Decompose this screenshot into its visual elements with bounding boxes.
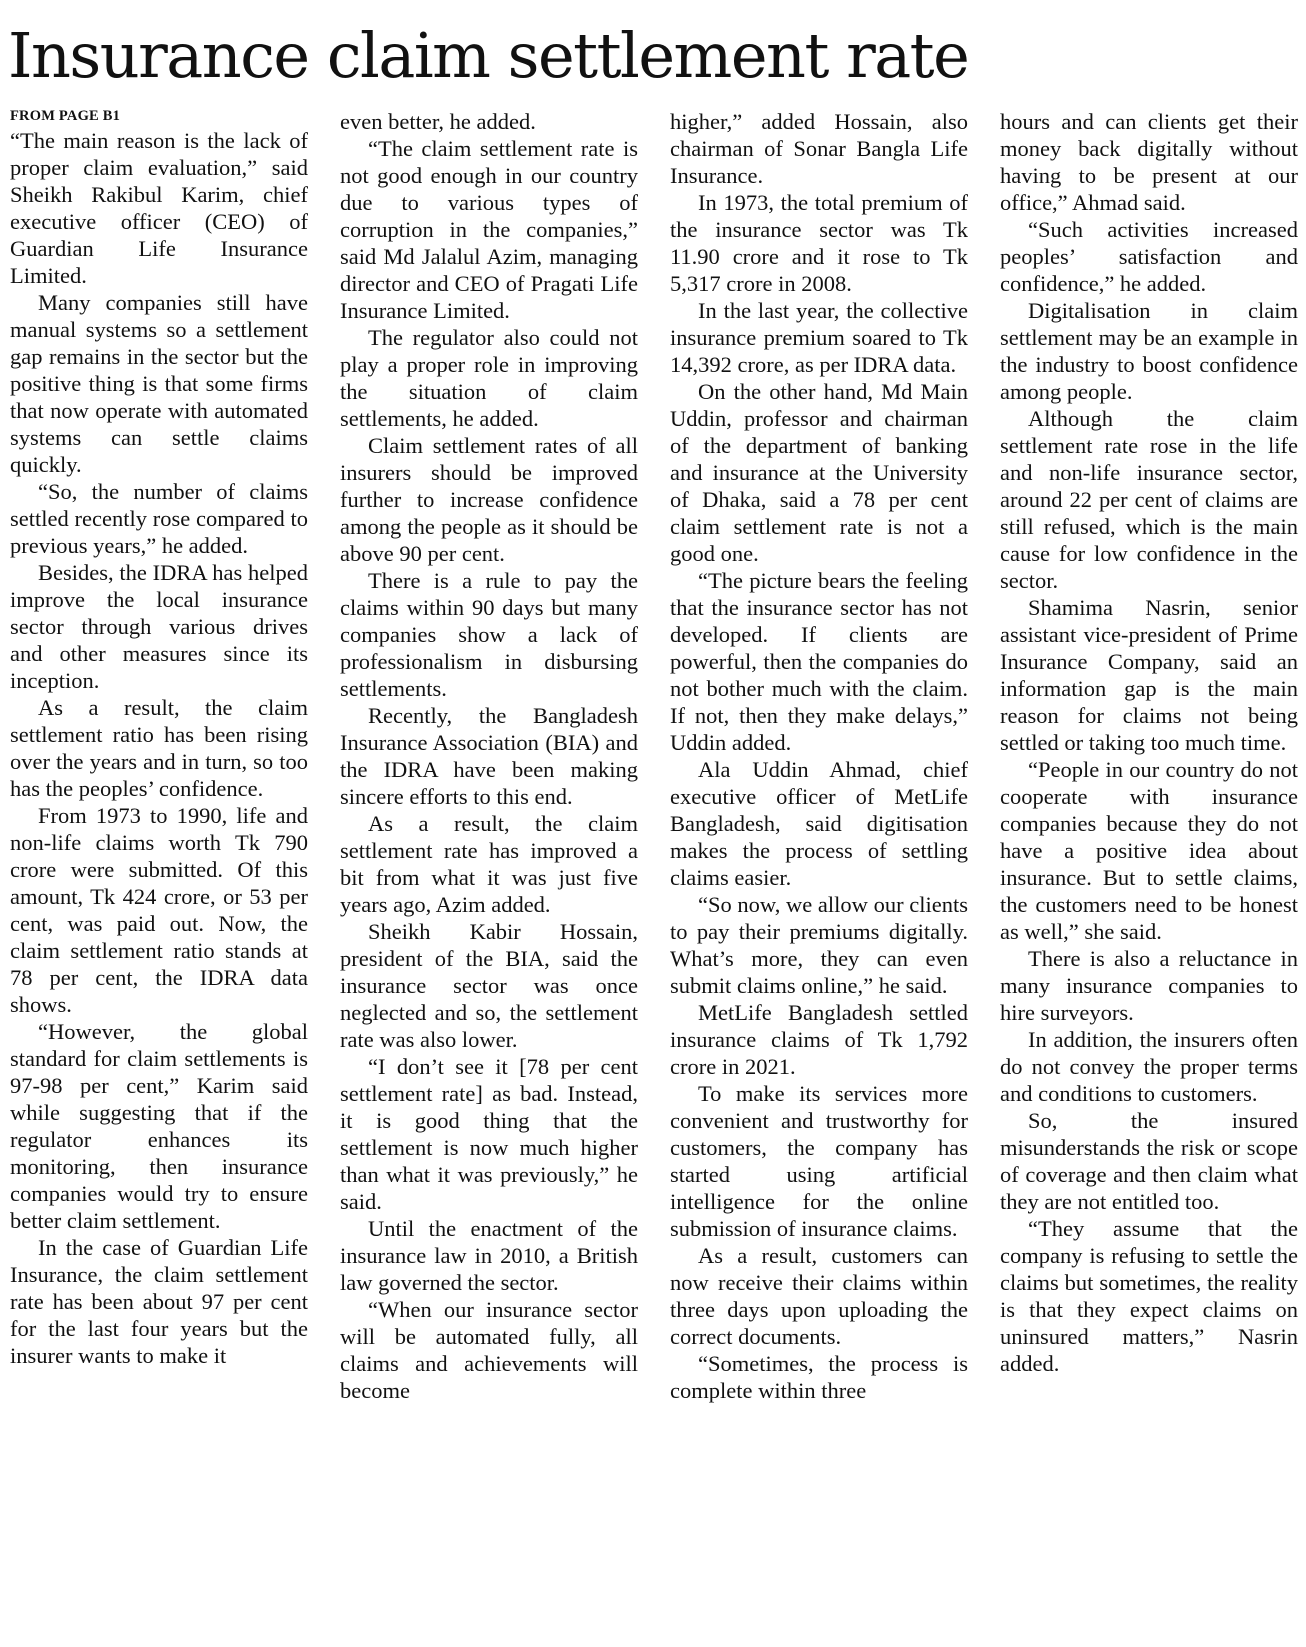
dateline: FROM PAGE B1	[10, 108, 121, 124]
paragraph: On the other hand, Md Main Uddin, professor and chairman of the department of banking and insurance at the University of Dhaka, said a 78 per cent claim settlement rate is not a good one.	[670, 379, 968, 566]
paragraph: As a result, the claim settlement rate has improved a bit from what it was just five years ago, Azim added.	[340, 811, 638, 917]
paragraph: even better, he added.	[340, 109, 536, 134]
paragraph: Until the enactment of the insurance law in 2010, a British law governed the sector.	[340, 1216, 638, 1295]
headline: Insurance claim settlement rate	[8, 19, 969, 92]
paragraph: hours and can clients get their money back digitally without having to be present at our office,” Ahmad said.	[1000, 109, 1298, 215]
paragraph: The regulator also could not play a proper role in improving the situation of claim settlements, he added.	[340, 325, 638, 431]
paragraph: As a result, customers can now receive their claims within three days upon uploading the correct documents.	[670, 1243, 968, 1349]
article-column-4	[1000, 108, 1298, 1643]
paragraph: “People in our country do not cooperate with insurance companies because they do not have a positive idea about insurance. But to settle claims, the customers need to be honest as well,” she said.	[1000, 757, 1298, 944]
paragraph: There is a rule to pay the claims within 90 days but many companies show a lack of professionalism in disbursing settlements.	[340, 568, 638, 701]
paragraph: Shamima Nasrin, senior assistant vice-president of Prime Insurance Company, said an information gap is the main reason for claims not being settled or taking too much time.	[1000, 595, 1298, 755]
paragraph: “Such activities increased peoples’ satisfaction and confidence,” he added.	[1000, 217, 1298, 296]
paragraph: In the case of Guardian Life Insurance, the claim settlement rate has been about 97 per cent for the last four years but the insurer wants to make it	[10, 1235, 308, 1368]
article-column-1	[10, 108, 308, 1643]
paragraph: “Sometimes, the process is complete within three	[670, 1351, 968, 1403]
paragraph: MetLife Bangladesh settled insurance claims of Tk 1,792 crore in 2021.	[670, 1000, 968, 1079]
paragraph: “The picture bears the feeling that the insurance sector has not developed. If clients are powerful, then the companies do not bother much with the claim. If not, then they make delays,” Uddin added.	[670, 568, 968, 755]
paragraph: higher,” added Hossain, also chairman of Sonar Bangla Life Insurance.	[670, 109, 968, 188]
paragraph: “However, the global standard for claim settlements is 97-98 per cent,” Karim said while suggesting that if the regulator enhances its monitoring, then insurance companies would try to ensure better claim settlement.	[10, 1019, 308, 1233]
paragraph: Claim settlement rates of all insurers should be improved further to increase confidence among the people as it should be above 90 per cent.	[340, 433, 638, 566]
paragraph: So, the insured misunderstands the risk or scope of coverage and then claim what they are not entitled too.	[1000, 1108, 1298, 1214]
paragraph: Ala Uddin Ahmad, chief executive officer of MetLife Bangladesh, said digitisation makes the process of settling claims easier.	[670, 757, 968, 890]
paragraph: “So now, we allow our clients to pay their premiums digitally. What’s more, they can even submit claims online,” he said.	[670, 892, 968, 998]
paragraph: There is also a reluctance in many insurance companies to hire surveyors.	[1000, 946, 1298, 1025]
paragraph: Recently, the Bangladesh Insurance Association (BIA) and the IDRA have been making sincere efforts to this end.	[340, 703, 638, 809]
paragraph: “I don’t see it [78 per cent settlement rate] as bad. Instead, it is good thing that the settlement is now much higher than what it was previously,” he said.	[340, 1054, 638, 1214]
paragraph: Many companies still have manual systems so a settlement gap remains in the sector but the positive thing is that some firms that now operate with automated systems can settle claims quickly.	[10, 290, 308, 477]
paragraph: “The claim settlement rate is not good enough in our country due to various types of corruption in the companies,” said Md Jalalul Azim, managing director and CEO of Pragati Life Insurance Limited.	[340, 136, 638, 323]
paragraph: Although the claim settlement rate rose in the life and non-life insurance sector, around 22 per cent of claims are still refused, which is the main cause for low confidence in the sector.	[1000, 406, 1298, 593]
paragraph: Besides, the IDRA has helped improve the local insurance sector through various drives and other measures since its inception.	[10, 560, 308, 693]
paragraph: “The main reason is the lack of proper claim evaluation,” said Sheikh Rakibul Karim, chief executive officer (CEO) of Guardian Life Insurance Limited.	[10, 128, 308, 288]
paragraph: Digitalisation in claim settlement may be an example in the industry to boost confidence among people.	[1000, 298, 1298, 404]
paragraph: “They assume that the company is refusing to settle the claims but sometimes, the reality is that they expect claims on uninsured matters,” Nasrin added.	[1000, 1216, 1298, 1376]
paragraph: In the last year, the collective insurance premium soared to Tk 14,392 crore, as per IDRA data.	[670, 298, 968, 377]
paragraph: To make its services more convenient and trustworthy for customers, the company has started using artificial intelligence for the online submission of insurance claims.	[670, 1081, 968, 1241]
paragraph: Sheikh Kabir Hossain, president of the BIA, said the insurance sector was once neglected and so, the settlement rate was also lower.	[340, 919, 638, 1052]
paragraph: As a result, the claim settlement ratio has been rising over the years and in turn, so too has the peoples’ confidence.	[10, 695, 308, 801]
paragraph: In 1973, the total premium of the insurance sector was Tk 11.90 crore and it rose to Tk 5,317 crore in 2008.	[670, 190, 968, 296]
article-body	[10, 108, 1298, 1643]
paragraph: “When our insurance sector will be automated fully, all claims and achievements will become	[340, 1297, 638, 1403]
paragraph: “So, the number of claims settled recently rose compared to previous years,” he added.	[10, 479, 308, 558]
article-column-3	[670, 108, 968, 1643]
paragraph: In addition, the insurers often do not convey the proper terms and conditions to customers.	[1000, 1027, 1298, 1106]
paragraph: From 1973 to 1990, life and non-life claims worth Tk 790 crore were submitted. Of this amount, Tk 424 crore, or 53 per cent, was paid out. Now, the claim settlement ratio stands at 78 per cent, the IDRA data shows.	[10, 803, 308, 1017]
article-column-2	[340, 108, 638, 1643]
